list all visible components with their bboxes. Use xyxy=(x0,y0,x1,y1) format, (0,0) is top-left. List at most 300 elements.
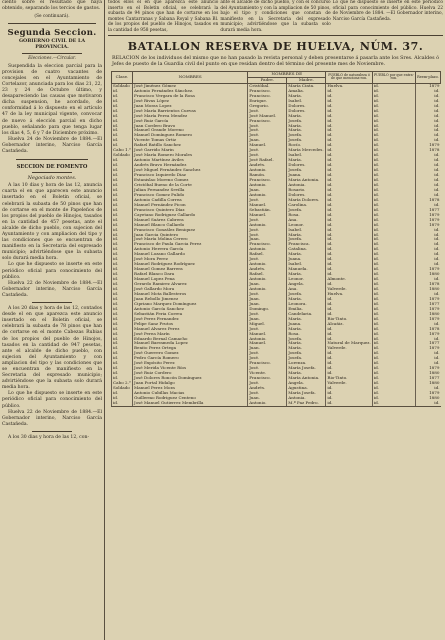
cell-clase: id. xyxy=(112,351,133,356)
cell-pueblo: id. xyxy=(326,356,372,361)
cell-reemplazo: id. xyxy=(415,119,440,124)
cell-nombre: José María Perea Mendez xyxy=(133,114,248,119)
cell-padre: José Rafael. xyxy=(248,158,287,163)
cell-provincia: id. xyxy=(372,168,415,173)
cell-madre: Leonora. xyxy=(287,302,326,307)
cell-clase: id. xyxy=(112,396,133,401)
cell-pueblo: id. xyxy=(326,247,372,252)
cell-nombre: Manuel Perez Mora xyxy=(133,386,248,391)
paragraph-auction-1: A las 10 dias y hora de las 12, anuncia cuarta el en que aparecen este anuncio insertado en el Boletin oficial, se celebrará la subasta de 50 pinos que han de cortarse en el monte de Papeleños de los propios del pueblo de Hinojos, tasados en la cantidad de 457 pesetas, ante el alcalde de dicho pueblo, con sujecion del Ayuntamiento y con ampliacion del tipo y las condiciones que se encuentran de manifiesto en la Secretaria del expresado municipio; advirtiéndose que la subasta solo durará media hora. xyxy=(2,183,102,262)
cell-nombre: José Mora Perez xyxy=(133,257,248,262)
cell-provincia: id. xyxy=(372,163,415,168)
cell-pueblo: id. xyxy=(326,312,372,317)
cell-padre: Antonio. xyxy=(248,401,287,406)
cell-pueblo: id. xyxy=(326,307,372,312)
cell-reemplazo: id. xyxy=(415,104,440,109)
divider xyxy=(32,302,72,303)
cell-pueblo: id. xyxy=(326,119,372,124)
cell-provincia: id. xyxy=(372,332,415,337)
cell-padre: José. xyxy=(248,351,287,356)
cell-nombre: Antonio Martínez Aviles xyxy=(133,158,248,163)
cell-pueblo: id. xyxy=(326,262,372,267)
cell-reemplazo: 1879 xyxy=(415,218,440,223)
cell-padre: Francisco. xyxy=(248,376,287,381)
cell-nombre: José Miguel Fernández Sanchez xyxy=(133,168,248,173)
cell-reemplazo: id. xyxy=(415,228,440,233)
cell-padre: José. xyxy=(248,233,287,238)
cell-pueblo: id. xyxy=(326,351,372,356)
cell-madre: Ana. xyxy=(287,218,326,223)
cell-reemplazo: id. xyxy=(415,99,440,104)
cell-nombre: José Merida Vicente Ríos xyxy=(133,366,248,371)
cell-provincia: id. xyxy=(372,312,415,317)
fomento-section-title: SECCION DE FOMENTO xyxy=(16,164,88,171)
paragraph-auction-1-note: Lo que he dispuesto se inserte en este periódico oficial para conocimiento del público. xyxy=(2,262,102,280)
cell-clase: id. xyxy=(112,138,133,143)
cell-padre: Francisco. xyxy=(248,94,287,99)
section-subheading: Elecciones.—Circular. xyxy=(28,55,76,61)
cell-madre: Josefa. xyxy=(287,292,326,297)
cell-reemplazo: 1879 xyxy=(415,366,440,371)
cell-padre: Ramón. xyxy=(248,173,287,178)
cell-padre: Antonio. xyxy=(248,223,287,228)
cell-padre: Antonio. xyxy=(248,168,287,173)
cell-provincia: id. xyxy=(372,282,415,287)
cell-nombre: José Ruiz Cordero xyxy=(133,371,248,376)
cell-madre: Angela. xyxy=(287,282,326,287)
cell-clase: id. xyxy=(112,218,133,223)
cell-pueblo: id. xyxy=(326,242,372,247)
cell-nombre: Cipriano Marquez Domínguez xyxy=(133,302,248,307)
cell-madre: Rosario. xyxy=(287,188,326,193)
cell-padre: José. xyxy=(248,391,287,396)
cell-madre: María Antonia. xyxy=(287,376,326,381)
paragraph-auction-2-note: Lo que he dispuesto se inserte en este periódico oficial para conocimiento del público. xyxy=(2,391,102,409)
cell-reemplazo: id. xyxy=(415,247,440,252)
cell-clase: id. xyxy=(112,242,133,247)
cell-nombre: Antonio García Sanchez xyxy=(133,307,248,312)
cell-clase: id. xyxy=(112,143,133,148)
cell-provincia: id. xyxy=(372,346,415,351)
cell-clase: id. xyxy=(112,376,133,381)
cell-nombre: José María Barrientos Cuevas xyxy=(133,109,248,114)
cell-clase: Soldado xyxy=(112,83,133,88)
cell-clase: id. xyxy=(112,178,133,183)
cell-nombre: Manuel Barrameda Lopez xyxy=(133,341,248,346)
cell-nombre: Benito Perez Ortega xyxy=(133,346,248,351)
cell-reemplazo: 1879 xyxy=(415,223,440,228)
cell-madre: Dolores. xyxy=(287,163,326,168)
cell-clase: id. xyxy=(112,317,133,322)
cell-pueblo: id. xyxy=(326,391,372,396)
cell-madre: María. xyxy=(287,327,326,332)
roster-body xyxy=(112,83,441,406)
cell-nombre: Juan Cordero Bravo xyxy=(133,124,248,129)
cell-provincia: id. xyxy=(372,386,415,391)
cell-reemplazo: id. xyxy=(415,133,440,138)
cell-nombre: José Expósito Perez xyxy=(133,361,248,366)
cell-provincia: id. xyxy=(372,213,415,218)
cell-reemplazo: 1879 xyxy=(415,391,440,396)
cell-padre: José. xyxy=(248,218,287,223)
cell-pueblo: id. xyxy=(326,198,372,203)
cell-pueblo: id. xyxy=(326,148,372,153)
cell-padre: José. xyxy=(248,327,287,332)
cell-reemplazo: id. xyxy=(415,322,440,327)
cell-reemplazo: 1877 xyxy=(415,302,440,307)
cell-clase: id. xyxy=(112,183,133,188)
cell-reemplazo: id. xyxy=(415,109,440,114)
cell-nombre: Sebastián Feria Correa xyxy=(133,312,248,317)
paragraph-elections: Suspendida la eleccion parcial para la provision de cuatro vacantes de concejales en el Ayuntamiento de Cortelazor, anunciada para los dias 21, 22, 23 y 24 de Octubre último, y desapareciendo las causas que motivaron dicha suspension, he acordado, de conformidad á lo dispuesto en el artículo 47 de la ley municipal vigente, convocar de nuevo á elección parcial en dicho pueblo, señalando para que tenga lugar los dias 4, 5, 6 y 7 de Diciembre próximo. xyxy=(2,63,102,136)
cell-madre: Angela. xyxy=(287,381,326,386)
header-madre: Madre. xyxy=(287,77,326,83)
cell-reemplazo: 1877 xyxy=(415,376,440,381)
cell-pueblo: id. xyxy=(326,267,372,272)
cell-reemplazo: id. xyxy=(415,114,440,119)
cell-pueblo: Valverde. xyxy=(326,287,372,292)
cell-reemplazo: id. xyxy=(415,183,440,188)
cell-nombre: Manuel Suárez Cabrera xyxy=(133,218,248,223)
cell-provincia: id. xyxy=(372,247,415,252)
cell-clase: id. xyxy=(112,188,133,193)
cell-nombre: Juan Rebollo Jimenez xyxy=(133,297,248,302)
cell-padre: Francisco. xyxy=(248,89,287,94)
cell-madre: Juana. xyxy=(287,322,326,327)
cell-provincia: id. xyxy=(372,183,415,188)
cell-clase: id. xyxy=(112,297,133,302)
cell-padre: Juan. xyxy=(248,317,287,322)
cell-clase: id. xyxy=(112,223,133,228)
cell-reemplazo: 1877 xyxy=(415,208,440,213)
cell-madre: Josefa. xyxy=(287,237,326,242)
cell-madre: María. xyxy=(287,297,326,302)
cell-pueblo: id. xyxy=(326,371,372,376)
cell-reemplazo: 1879 xyxy=(415,346,440,351)
cell-provincia: id. xyxy=(372,337,415,342)
cell-clase: id. xyxy=(112,237,133,242)
cell-pueblo: id. xyxy=(326,272,372,277)
cell-reemplazo: id. xyxy=(415,356,440,361)
cell-provincia: id. xyxy=(372,396,415,401)
cell-provincia: id. xyxy=(372,267,415,272)
cell-nombre: José Gallardo Mora xyxy=(133,287,248,292)
cell-madre: María. xyxy=(287,114,326,119)
cell-pueblo: id. xyxy=(326,203,372,208)
cell-madre: María. xyxy=(287,94,326,99)
cell-nombre: Manuel Lozano Gallardo xyxy=(133,252,248,257)
cell-padre: Francisco. xyxy=(248,242,287,247)
cell-reemplazo: 1880 xyxy=(415,287,440,292)
cell-clase: id. xyxy=(112,277,133,282)
cell-pueblo: id. xyxy=(326,183,372,188)
cell-nombre: Manuel Domínguez Romero xyxy=(133,133,248,138)
cell-clase: id. xyxy=(112,158,133,163)
cell-clase: id. xyxy=(112,133,133,138)
cell-pueblo: id. xyxy=(326,193,372,198)
cell-pueblo: id. xyxy=(326,109,372,114)
cell-provincia: id. xyxy=(372,252,415,257)
cell-nombre: Guillermo Rodriguez Centeno xyxy=(133,396,248,401)
cell-reemplazo: id. xyxy=(415,128,440,133)
cell-pueblo: id. xyxy=(326,233,372,238)
cell-provincia: id. xyxy=(372,218,415,223)
cell-padre: Rafael. xyxy=(248,252,287,257)
cell-nombre: Manuel Lopez Pena xyxy=(133,277,248,282)
cell-nombre: Francisco Gomez Pulido xyxy=(133,193,248,198)
cell-reemplazo: 1879 xyxy=(415,143,440,148)
cell-padre: José. xyxy=(248,133,287,138)
cell-clase: id. xyxy=(112,302,133,307)
cell-pueblo: Huelva. xyxy=(326,83,372,88)
cell-padre: Antonio. xyxy=(248,193,287,198)
cell-padre: José. xyxy=(248,128,287,133)
cell-clase: Soldado xyxy=(112,386,133,391)
cell-reemplazo: id. xyxy=(415,168,440,173)
cell-reemplazo: 1878 xyxy=(415,148,440,153)
cell-provincia: id. xyxy=(372,158,415,163)
cell-reemplazo: 1877 xyxy=(415,341,440,346)
cell-nombre: Juan Portal Hidalgo xyxy=(133,381,248,386)
cell-reemplazo: id. xyxy=(415,337,440,342)
table-row xyxy=(112,401,441,406)
right-top-paragraphs xyxy=(108,0,443,33)
cell-clase: id. xyxy=(112,228,133,233)
cell-clase: id. xyxy=(112,346,133,351)
cell-reemplazo: id. xyxy=(415,158,440,163)
cell-nombre: Francisco Quintero Díaz xyxy=(133,208,248,213)
cell-reemplazo: id. xyxy=(415,178,440,183)
cell-reemplazo: 1879 xyxy=(415,297,440,302)
cell-nombre: Manuel Álvarez Perez xyxy=(133,327,248,332)
cell-reemplazo: id. xyxy=(415,94,440,99)
cell-nombre: Antonio Cadilla Correa xyxy=(133,198,248,203)
roster-intro: RELACION de los individuos del mismo que no han pasado la revista personal y deben presentarse á pasarla ante los Sres. Alcaldes ó Jefes de puesto de la Guardia civil del punto en que residan dentro del término del presente mes de Noviembre. xyxy=(112,56,439,67)
cell-madre: María. xyxy=(287,346,326,351)
cell-pueblo: id. xyxy=(326,401,372,406)
battalion-title: BATALLON RESERVA DE HUELVA, NÚM. 37. xyxy=(127,40,424,53)
cell-reemplazo: id. xyxy=(415,153,440,158)
cell-provincia: id. xyxy=(372,277,415,282)
cell-madre: Antonia. xyxy=(287,183,326,188)
cell-pueblo: id. xyxy=(326,138,372,143)
cell-clase: id. xyxy=(112,272,133,277)
cell-padre: Juan. xyxy=(248,188,287,193)
cell-reemplazo: 1878 xyxy=(415,327,440,332)
cell-provincia: id. xyxy=(372,322,415,327)
cell-nombre: Cristóbal Bueno de la Corte xyxy=(133,183,248,188)
cell-clase: id. xyxy=(112,312,133,317)
cell-clase: id. xyxy=(112,119,133,124)
cell-clase: id. xyxy=(112,233,133,238)
cell-provincia: id. xyxy=(372,272,415,277)
cell-pueblo: id. xyxy=(326,228,372,233)
cell-madre: Leonor. xyxy=(287,223,326,228)
cell-pueblo: Valverde. xyxy=(326,381,372,386)
cell-reemplazo: 1879 xyxy=(415,213,440,218)
cell-padre: Gregorio. xyxy=(248,104,287,109)
cell-padre: José. xyxy=(248,257,287,262)
cell-reemplazo: id. xyxy=(415,188,440,193)
cell-clase: id. xyxy=(112,193,133,198)
header-clase: Clase. xyxy=(112,72,133,84)
cell-madre: María. xyxy=(287,124,326,129)
cell-nombre: Eduardo Bernal Camacho xyxy=(133,337,248,342)
cell-nombre: Antonio Fernández Sánchez. xyxy=(133,89,248,94)
cell-clase: id. xyxy=(112,198,133,203)
cell-madre: Candelaria. xyxy=(287,312,326,317)
cell-reemplazo: id. xyxy=(415,89,440,94)
cell-padre: José Manuel. xyxy=(248,114,287,119)
cell-nombre: Antonio Herrera García xyxy=(133,247,248,252)
right-top-text-c: Lo que he dispuesto se inserte en este periódico oficial para conocimiento del público. Huelva 22 de Noviembre de 1884. —El Gobernador interino, Narciso García Castañeda. xyxy=(332,0,443,22)
cell-madre: Josefa. xyxy=(287,119,326,124)
cell-madre: Catalina. xyxy=(287,247,326,252)
paragraph-auction-2: A los 20 dias y hora de las 12, contados desde el en que aparezca este anuncio insertado en el Boletin oficial, se celebrará la subasta de 78 pinos que han de cortarse en el monte Cabezas Rubias de los propios del pueblo de Hinojos, tasados en la cantidad de 947 pesetas, ante el alcalde de dicho pueblo, con sujecion del Ayuntamiento y con ampliacion del tipo y las condiciones que se encuentran de manifiesto en la Secretaria del expresado municipio; advirtiéndose que la subasta solo durará media hora. xyxy=(2,306,102,391)
cell-pueblo: id. xyxy=(326,133,372,138)
cell-padre: Francisco. xyxy=(248,119,287,124)
cell-clase: id. xyxy=(112,252,133,257)
cell-madre: María. xyxy=(287,272,326,277)
cell-madre: Isabel. xyxy=(287,228,326,233)
paragraph-elections-signature: Huelva 24 de Noviembre de 1884.—El Gobernador interino, Narciso García Castañeda. xyxy=(2,136,102,154)
cell-reemplazo: id. xyxy=(415,163,440,168)
cell-provincia: id. xyxy=(372,198,415,203)
cell-padre: Juan. xyxy=(248,282,287,287)
cell-padre: Antonio. xyxy=(248,277,287,282)
cell-provincia: id. xyxy=(372,401,415,406)
cell-reemplazo: id. xyxy=(415,252,440,257)
cell-reemplazo: 1880 xyxy=(415,396,440,401)
cell-padre: Enrique. xyxy=(248,99,287,104)
cell-clase: id. xyxy=(112,267,133,272)
cell-nombre: Antonio Cubillas Macias xyxy=(133,391,248,396)
cell-padre: Domingo. xyxy=(248,307,287,312)
cell-reemplazo: id. xyxy=(415,351,440,356)
cell-madre: Ana. xyxy=(287,287,326,292)
cell-padre: José. xyxy=(248,292,287,297)
paragraph-auction-2-signature: Huelva 22 de Noviembre de 1884.—El Gobernador interino, Narciso García Castañeda. xyxy=(2,409,102,427)
cell-padre: José. xyxy=(248,109,287,114)
cell-reemplazo: 1878 xyxy=(415,282,440,287)
section-subtitle: GOBIERNO CIVIL DE LA PROVINCIA. xyxy=(18,38,86,51)
cell-madre: Dolores. xyxy=(287,193,326,198)
cell-provincia: id. xyxy=(372,153,415,158)
cell-provincia: id. xyxy=(372,242,415,247)
cell-nombre: José Perea Marín xyxy=(133,332,248,337)
cell-clase: id. xyxy=(112,163,133,168)
cell-pueblo: Rio-Tinto. xyxy=(326,376,372,381)
cell-reemplazo: 1879 xyxy=(415,83,440,88)
cell-pueblo: id. xyxy=(326,178,372,183)
cell-provincia: id. xyxy=(372,99,415,104)
cell-clase: id. xyxy=(112,94,133,99)
cell-provincia: id. xyxy=(372,83,415,88)
cell-madre: María Josefa. xyxy=(287,366,326,371)
left-top-text: ciento sobre el resultado que haya obtenido, separando los tercios de gastos. xyxy=(2,0,102,12)
header-padre: Padre. xyxy=(248,77,287,83)
divider xyxy=(32,431,72,432)
cell-reemplazo: 1880 xyxy=(415,272,440,277)
cell-madre: María Dolores. xyxy=(287,198,326,203)
cell-provincia: id. xyxy=(372,114,415,119)
cell-padre: Manuel. xyxy=(248,203,287,208)
cell-padre: José. xyxy=(248,124,287,129)
cell-nombre: Juan Garcia Quintero xyxy=(133,233,248,238)
cell-pueblo: id. xyxy=(326,188,372,193)
cell-pueblo: id. xyxy=(326,104,372,109)
cell-pueblo: id. xyxy=(326,173,372,178)
cell-clase: id. xyxy=(112,307,133,312)
cell-nombre: José Dolores Roncón Domínguez xyxy=(133,376,248,381)
cell-provincia: id. xyxy=(372,297,415,302)
cell-clase: id. xyxy=(112,173,133,178)
cell-provincia: id. xyxy=(372,128,415,133)
cell-madre: Rosa. xyxy=(287,213,326,218)
cell-reemplazo: id. xyxy=(415,277,440,282)
cell-provincia: id. xyxy=(372,307,415,312)
cell-provincia: id. xyxy=(372,391,415,396)
cell-madre: María. xyxy=(287,158,326,163)
cell-clase: id. xyxy=(112,292,133,297)
cell-pueblo: id. xyxy=(326,237,372,242)
cell-madre: Josefa. xyxy=(287,351,326,356)
cell-padre: José. xyxy=(248,356,287,361)
cell-pueblo: Valverde. xyxy=(326,346,372,351)
cell-pueblo: Almonte. xyxy=(326,277,372,282)
cell-madre: Dolores. xyxy=(287,109,326,114)
cell-padre: Sebastián. xyxy=(248,208,287,213)
cell-madre: María. xyxy=(287,252,326,257)
cell-padre: Juan. xyxy=(248,396,287,401)
cell-pueblo: Natural de Marquez. xyxy=(327,341,371,346)
divider xyxy=(8,23,96,24)
cell-clase: id. xyxy=(112,322,133,327)
cell-padre: José. xyxy=(248,198,287,203)
cell-pueblo: id. xyxy=(326,114,372,119)
cell-reemplazo: id. xyxy=(415,292,440,297)
cell-clase: id. xyxy=(112,401,133,406)
cell-clase: id. xyxy=(112,391,133,396)
cell-clase: id. xyxy=(112,247,133,252)
cell-pueblo: id. xyxy=(326,332,372,337)
cell-madre: María Cinta. xyxy=(287,83,326,88)
cell-pueblo: id. xyxy=(326,282,372,287)
right-column xyxy=(108,0,443,640)
cell-padre: José. xyxy=(248,148,287,153)
cell-padre: Juan. xyxy=(248,302,287,307)
cell-madre: Josefa. xyxy=(287,208,326,213)
cell-padre: Juan. xyxy=(248,346,287,351)
cell-madre: Manuela. xyxy=(287,267,326,272)
cell-padre: Andrés. xyxy=(248,386,287,391)
cell-nombre: Cayetano Rodriguez Gallardo xyxy=(133,213,248,218)
cell-provincia: id. xyxy=(372,366,415,371)
cell-clase: id. xyxy=(112,99,133,104)
cell-clase: id. xyxy=(112,168,133,173)
cell-nombre: Estanislao Moreno Gomez xyxy=(133,178,248,183)
cell-padre: Manuel. xyxy=(248,213,287,218)
cell-clase: id. xyxy=(112,327,133,332)
cell-clase: id. xyxy=(112,332,133,337)
cell-pueblo: id. xyxy=(326,327,372,332)
section-title: Segunda Seccion. xyxy=(7,28,97,39)
cell-pueblo: id. xyxy=(326,158,372,163)
cell-reemplazo: id. xyxy=(415,193,440,198)
cell-reemplazo: 1880 xyxy=(415,381,440,386)
cell-madre: Josefa. xyxy=(287,337,326,342)
cell-reemplazo: 1880 xyxy=(415,371,440,376)
